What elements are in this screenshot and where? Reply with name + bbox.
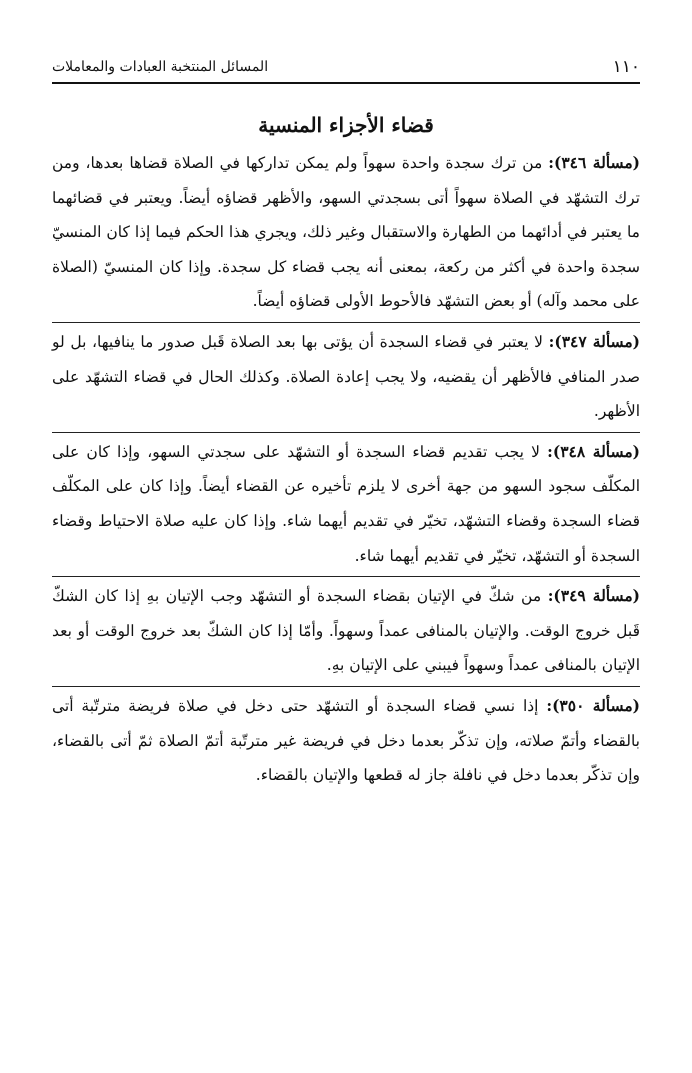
issue-label: (مسألة ٣٤٧): (548, 331, 641, 351)
issue-350 (52, 689, 640, 793)
paragraph-divider (52, 576, 640, 577)
issue-346 (52, 146, 640, 319)
book-page (52, 58, 640, 1053)
section-title: قضاء الأجزاء المنسية (258, 113, 434, 137)
issue-text: لا يجب تقديم قضاء السجدة أو التشهّد على سجدتي السهو، وإذا كان على المكلّف سجود السهو من جهة أخرى لا يلزم تأخيره عن القضاء أيضاً. وإذا كان على المكلّف قضاء السجدة وقضاء التشهّد، تخيّر في تقديم أيهما شاء. وإذا كان عليه صلاة الاحتياط وقضاء السجدة أو التشهّد، تخيّر في تقديم أيهما شاء. (52, 442, 640, 565)
issue-text: إذا نسي قضاء السجدة أو التشهّد حتى دخل في صلاة فريضة مترتّبة أتى بالقضاء وأتمّ صلاته، وإن تذكّر بعدما دخل في فريضة غير مترتّبة أتمّ الصلاة ثمّ أتى بالقضاء، وإن تذكّر بعدما دخل في نافلة جاز له قطعها والإتيان بالقضاء. (52, 696, 640, 785)
paragraph-divider (52, 322, 640, 323)
issue-text: من شكّ في الإتيان بقضاء السجدة أو التشهّد وجب الإتيان بهِ إذا كان الشكّ قَبل خروج الوقت. والإتيان بالمنافى عمداً وسهواً. وأمّا إذا كان الشكّ بعد خروج الوقت أو بعد الإتيان بالمنافى عمداً وسهواً فيبني على الإتيان بهِ. (52, 587, 640, 675)
issue-label: (مسألة ٣٥٠): (546, 695, 640, 715)
issue-349 (52, 579, 640, 683)
issue-text: لا يعتبر في قضاء السجدة أن يؤتى بها بعد الصلاة قَبل صدور ما ينافيها، بل لو صدر المنافي فالأظهر أن يقضيه، ولا يجب إعادة الصلاة. وكذلك الحال في قضاء التشهّد على الأظهر. (52, 332, 640, 421)
issue-label: (مسألة ٣٤٨): (547, 441, 640, 461)
issue-label: (مسألة ٣٤٩): (547, 586, 640, 606)
page-number: ١١٠ (612, 57, 640, 77)
issue-text: من ترك سجدة واحدة سهواً ولم يمكن تداركها في الصلاة قضاها بعدها، ومن ترك التشهّد في الصلاة سهواً أتى بسجدتي السهو، والأظهر قضاؤه أيضاً. ويعتبر في قضائهما ما يعتبر في أدائهما من الطهارة والاستقبال وغير ذلك، ويجري هذا الحكم فيما إذا كان المنسيّ سجدة واحدة في أكثر من ركعة، بمعنى أنه يجب قضاء كل سجدة. وإذا كان المنسيّ (الصلاة على محمد وآله) أو بعض التشهّد فالأحوط الأولى قضاؤه أيضاً. (52, 154, 640, 311)
issue-label: (مسألة ٣٤٦): (548, 153, 640, 172)
paragraph-divider (52, 686, 640, 687)
paragraph-divider (52, 432, 640, 433)
running-title: المسائل المنتخبة العبادات والمعاملات (52, 59, 269, 75)
issue-347 (52, 325, 640, 429)
page-header (52, 58, 640, 84)
issue-348 (52, 435, 640, 573)
